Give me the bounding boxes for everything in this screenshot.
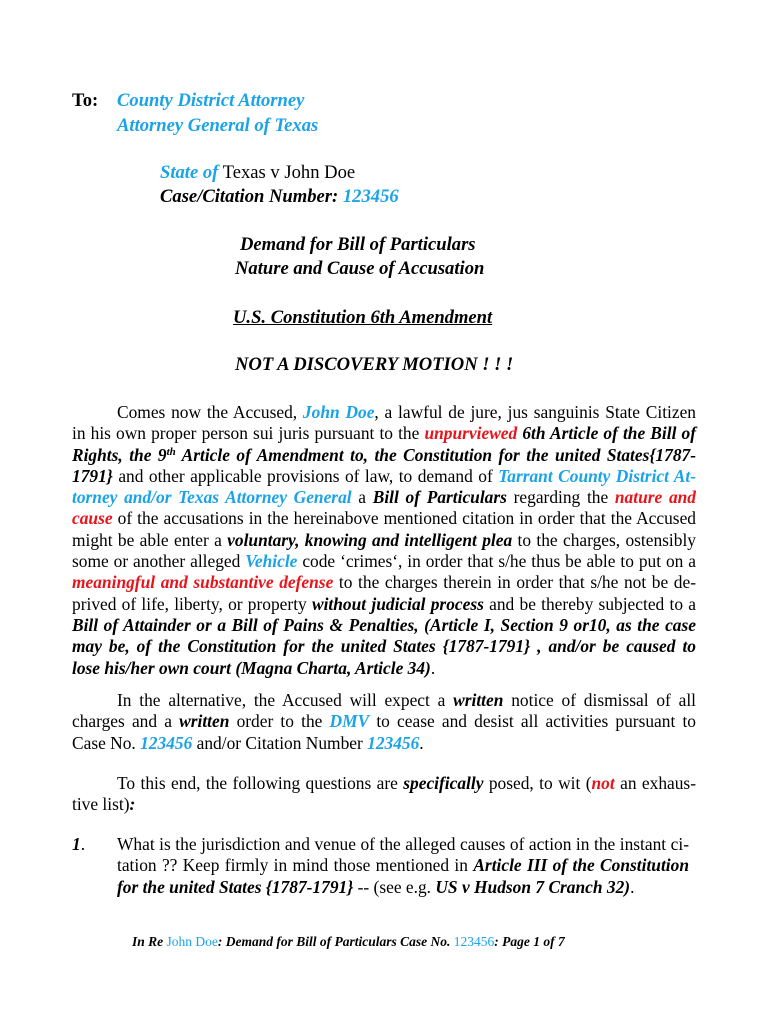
p1-line: Bill of Attainder or a Bill of Pains & Penalties, (Article I, Section 9 or10, as the case (72, 614, 696, 635)
p1-line: Rights, the 9th Article of Amendment to, the Constitution for the united States{1787- (72, 444, 696, 465)
case-number-label: Case/Citation Number: (160, 186, 339, 207)
p2-line: charges and a written order to the DMV to cease and desist all activities pursuant to (72, 711, 696, 732)
state-of-label: State of (160, 162, 219, 183)
p1-line: in his own proper person sui juris pursuant to the unpurviewed 6th Article of the Bill of (72, 423, 696, 444)
paragraph-1 (72, 402, 696, 679)
title-not-discovery: NOT A DISCOVERY MOTION ! ! ! (235, 354, 514, 375)
p1-line: some or another alleged Vehicle code ‘crimes‘, in order that s/he thus be able to put on a (72, 551, 696, 572)
p2-line: In the alternative, the Accused will expect a written notice of dismissal of all (117, 690, 696, 710)
p1-line: torney and/or Texas Attorney General a Bill of Particulars regarding the nature and (72, 487, 697, 508)
paragraph-3 (72, 773, 696, 816)
p3-line: tive list): (72, 794, 136, 815)
footer-case-number: 123456 (453, 934, 495, 949)
case-parties: Texas v John Doe (218, 162, 356, 183)
recipient-2: Attorney General of Texas (117, 115, 319, 136)
p1-line: may be, of the Constitution for the united States {1787-1791} , and/or be caused to (72, 636, 696, 657)
p1-line: Comes now the Accused, John Doe, a lawful de jure, jus sanguinis State Citizen (117, 402, 696, 422)
p1-line: might be able enter a voluntary, knowing and intelligent plea to the charges, ostensibly (72, 529, 696, 550)
case-number: 123456 (342, 186, 399, 207)
accused-name: John Doe (302, 402, 375, 422)
title-demand: Demand for Bill of Particulars (240, 234, 476, 255)
p2-line: Case No. 123456 and/or Citation Number 123456. (72, 732, 424, 753)
title-nature-cause: Nature and Cause of Accusation (235, 258, 485, 279)
case-number-line (160, 186, 399, 208)
item-1-number: 1. (72, 834, 86, 854)
recipient-1: County District Attorney (117, 90, 305, 111)
item-1-line: What is the jurisdiction and venue of the alleged causes of action in the instant ci- (117, 834, 689, 854)
p3-line: To this end, the following questions are specifically posed, to wit (not an exhaus- (117, 773, 696, 793)
paragraph-2 (72, 690, 696, 754)
page-footer: In Re John Doe: Demand for Bill of Particulars Case No. 123456: Page 1 of 7 (132, 934, 565, 949)
p1-line: 1791} and other applicable provisions of law, to demand of Tarrant County District At- (72, 465, 696, 486)
to-label (72, 90, 98, 112)
footer-accused-name: John Doe (166, 934, 218, 949)
p1-line: prived of life, liberty, or property without judicial process and be thereby subjected to a (72, 593, 696, 614)
case-parties-line (160, 162, 355, 184)
p1-line: lose his/her own court (Magna Charta, Article 34). (72, 657, 436, 678)
title-sixth-amendment: U.S. Constitution 6th Amendment (233, 307, 493, 328)
p1-line: meaningful and substantive defense to the charges therein in order that s/he not be de- (72, 572, 697, 593)
item-1-line: tation ?? Keep firmly in mind those mentioned in Article III of the Constitution (117, 855, 689, 876)
item-1-line: for the united States {1787-1791} -- (see e.g. US v Hudson 7 Cranch 32). (117, 876, 635, 897)
p1-line: cause of the accusations in the hereinabove mentioned citation in order that the Accused (72, 508, 696, 529)
to-label-text: To: (72, 90, 99, 111)
item-1-text (117, 834, 689, 898)
